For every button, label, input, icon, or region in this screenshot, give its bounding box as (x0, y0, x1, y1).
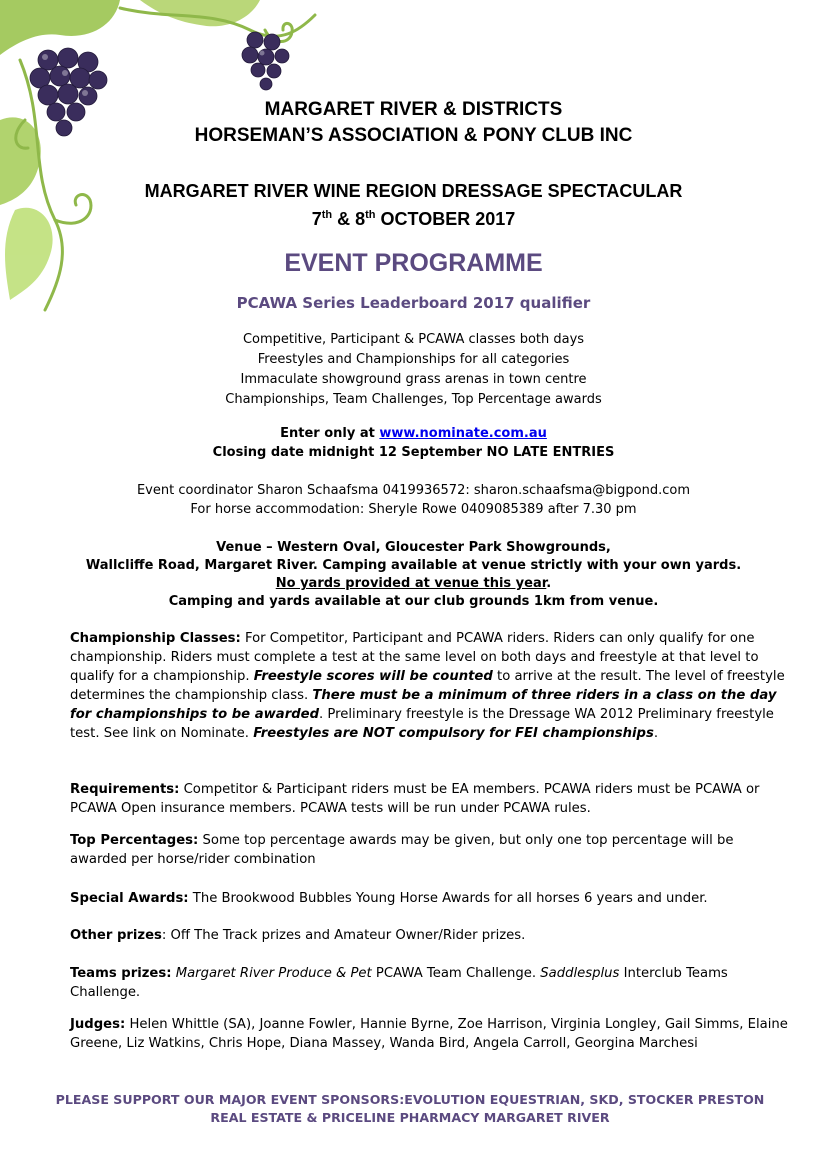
feature-item: Competitive, Participant & PCAWA classes both days (242, 332, 585, 347)
other-prizes: Other prizes: Off The Track prizes and Amateur Owner/Rider prizes. (70, 928, 526, 943)
programme-title: EVENT PROGRAMME (284, 249, 543, 277)
championship-classes: Championship Classes: For Competitor, Participant and PCAWA riders. Riders can only qualify for one championship. Riders must complete a test at the same level on both days and freestyle at that level to qualify for a championship. Freestyle scores will be counted to arrive at the result. The level of freestyle determines the championship class. There must be a minimum of three riders in a class on the day for championships to be awarded. Preliminary freestyle is the Dressage WA 2012 Preliminary freestyle test. See link on Nominate. Freestyles are NOT compulsory for FEI championships. (70, 631, 785, 741)
closing-date: Closing date midnight 12 September NO LATE ENTRIES (212, 445, 615, 460)
venue-line2: Wallcliffe Road, Margaret River. Camping available at venue strictly with your own yards. (85, 558, 742, 573)
requirements: Requirements: Competitor & Participant riders must be EA members. PCAWA riders must be PCAWA or PCAWA Open insurance members. PCAWA tests will be run under PCAWA rules. (70, 782, 760, 816)
coordinator-contact: Event coordinator Sharon Schaafsma 0419936572: sharon.schaafsma@bigpond.com (136, 483, 691, 498)
judges: Judges: Helen Whittle (SA), Joanne Fowler, Hannie Byrne, Zoe Harrison, Virginia Longley, Gail Simms, Elaine Greene, Liz Watkins, Chris Hope, Diana Massey, Wanda Bird, Angela Carroll, Georgina Marchesi (70, 1017, 788, 1051)
venue-line4: Camping and yards available at our club grounds 1km from venue. (168, 594, 659, 609)
teams-prizes: Teams prizes: Margaret River Produce & Pet PCAWA Team Challenge. Saddlesplus Interclub Teams Challenge. (70, 966, 728, 1000)
grape-vine-decoration (0, 0, 340, 330)
special-awards: Special Awards: The Brookwood Bubbles Young Horse Awards for all horses 6 years and under. (70, 891, 708, 906)
feature-item: Immaculate showground grass arenas in town centre (240, 372, 587, 387)
sponsors-line2: REAL ESTATE & PRICELINE PHARMACY MARGARET RIVER (210, 1110, 610, 1125)
organisation-name-line1: MARGARET RIVER & DISTRICTS (264, 99, 563, 120)
entry-line: Enter only at www.nominate.com.au (280, 426, 547, 441)
event-title: MARGARET RIVER WINE REGION DRESSAGE SPECTACULAR (144, 181, 683, 201)
feature-item: Freestyles and Championships for all categories (257, 352, 570, 367)
event-dates: 7th & 8th OCTOBER 2017 (311, 209, 516, 229)
venue-line1: Venue – Western Oval, Gloucester Park Showgrounds, (216, 540, 611, 555)
organisation-name-line2: HORSEMAN’S ASSOCIATION & PONY CLUB INC (194, 125, 633, 146)
venue-line3: No yards provided at venue this year. (275, 576, 552, 591)
programme-subtitle: PCAWA Series Leaderboard 2017 qualifier (236, 294, 591, 312)
feature-item: Championships, Team Challenges, Top Percentage awards (225, 392, 602, 407)
sponsors-line1: PLEASE SUPPORT OUR MAJOR EVENT SPONSORS:EVOLUTION EQUESTRIAN, SKD, STOCKER PRESTON (55, 1092, 765, 1107)
accommodation-contact: For horse accommodation: Sheryle Rowe 0409085389 after 7.30 pm (190, 502, 637, 517)
nominate-link[interactable]: www.nominate.com.au (379, 426, 547, 441)
features-list (0, 330, 827, 410)
top-percentages: Top Percentages: Some top percentage awards may be given, but only one top percentage will be awarded per horse/rider combination (70, 833, 734, 867)
